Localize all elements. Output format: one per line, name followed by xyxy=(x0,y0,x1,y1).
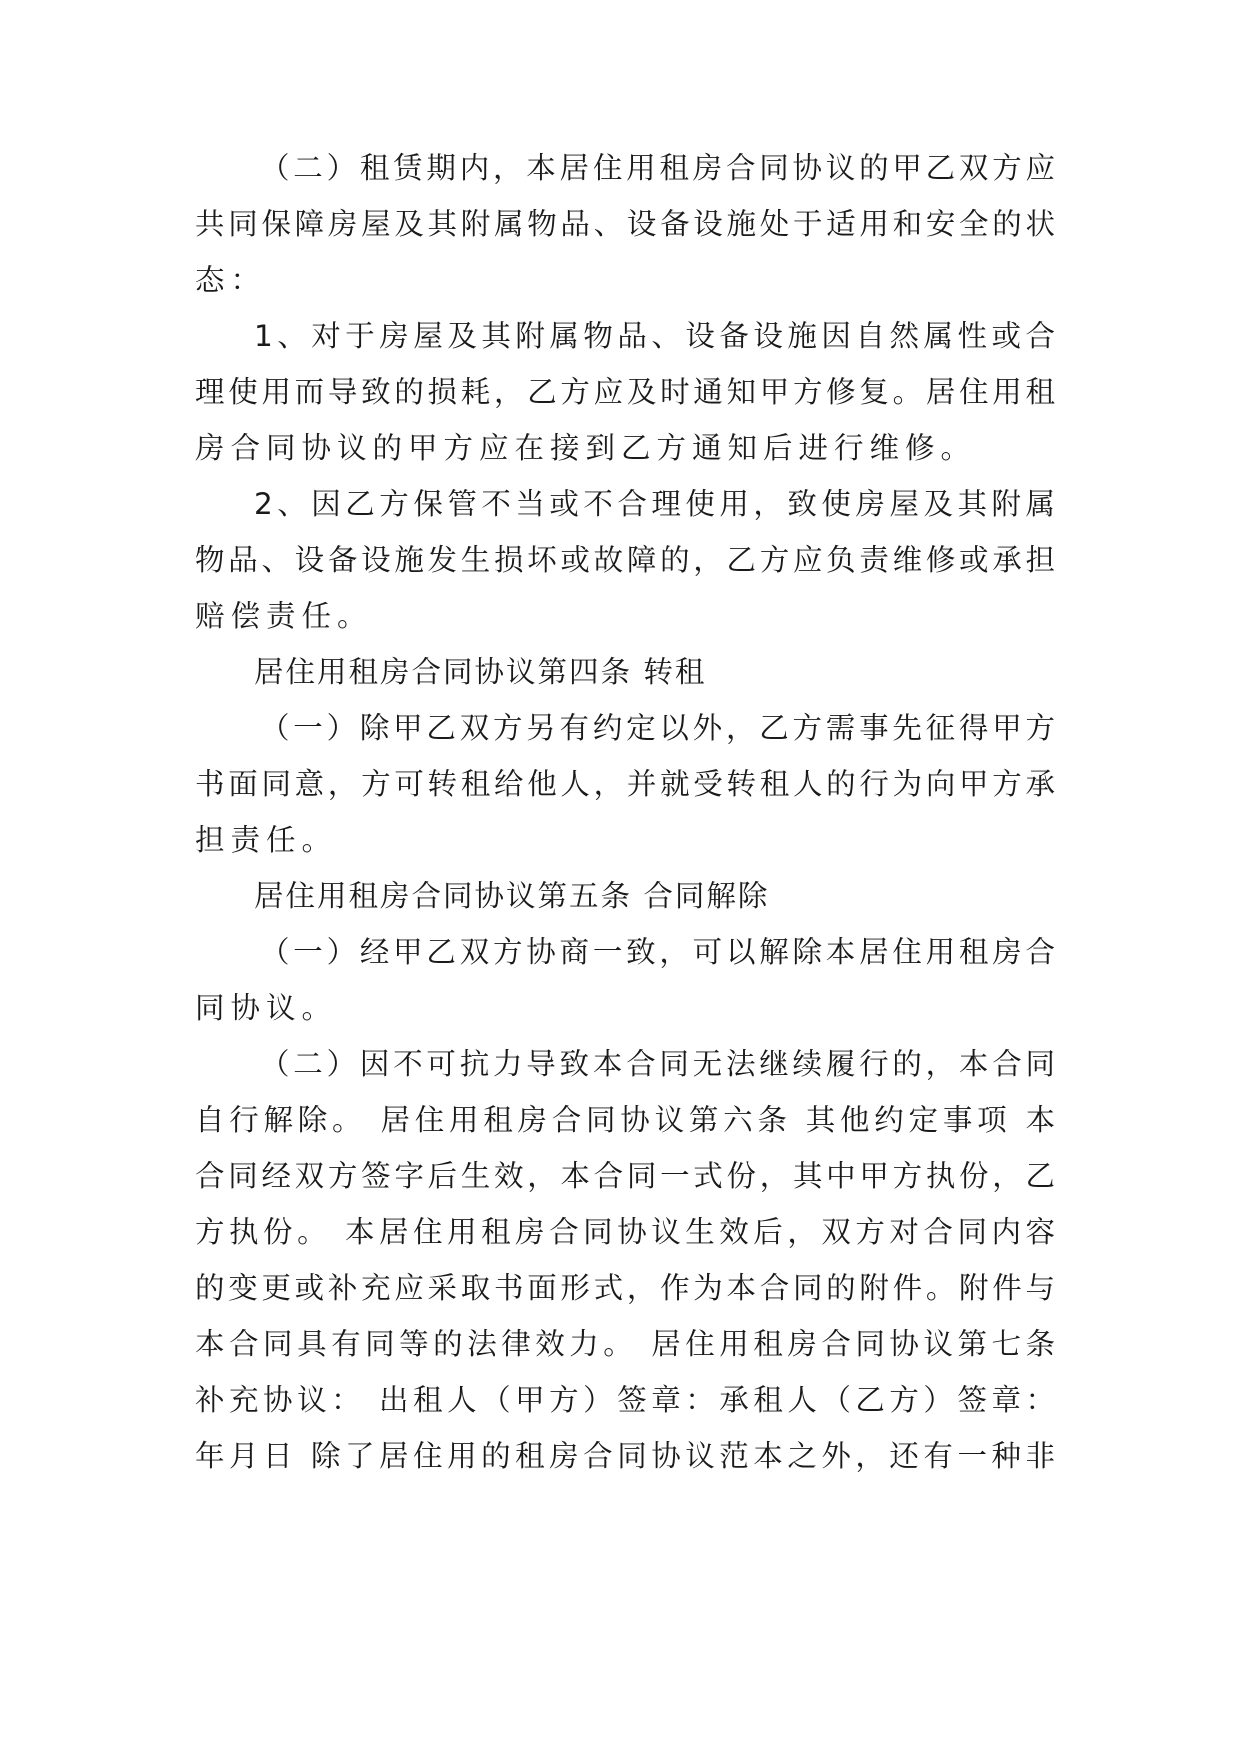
paragraph-line: 2、因乙方保管不当或不合理使用，致使房屋及其附属 xyxy=(254,487,1055,521)
paragraph-line: 1、对于房屋及其附属物品、设备设施因自然属性或合 xyxy=(254,319,1055,353)
paragraph-line: （二）租赁期内，本居住用租房合同协议的甲乙双方应 xyxy=(260,151,1055,185)
paragraph-line: 物品、设备设施发生损坏或故障的，乙方应负责维修或承担 xyxy=(195,543,1055,577)
paragraph-line: 房合同协议的甲方应在接到乙方通知后进行维修。 xyxy=(195,431,977,465)
paragraph-line: 本合同具有同等的法律效力。 居住用租房合同协议第七条 xyxy=(195,1327,1055,1361)
paragraph-line: 的变更或补充应采取书面形式，作为本合同的附件。附件与 xyxy=(195,1271,1055,1305)
paragraph-line: 年月日 除了居住用的租房合同协议范本之外，还有一种非 xyxy=(195,1439,1055,1473)
paragraph-line: 自行解除。 居住用租房合同协议第六条 其他约定事项 本 xyxy=(195,1103,1055,1137)
paragraph-line: 方执份。 本居住用租房合同协议生效后，双方对合同内容 xyxy=(195,1215,1055,1249)
paragraph-line: 补充协议： 出租人（甲方）签章：承租人（乙方）签章： xyxy=(195,1383,1055,1417)
paragraph-line: 同协议。 xyxy=(195,991,338,1025)
paragraph-line: 担责任。 xyxy=(195,823,338,857)
section-heading: 居住用租房合同协议第五条 合同解除 xyxy=(254,879,770,913)
paragraph-line: 态： xyxy=(195,263,267,297)
paragraph-line: （一）除甲乙双方另有约定以外，乙方需事先征得甲方 xyxy=(260,711,1055,745)
section-heading: 居住用租房合同协议第四条 转租 xyxy=(254,655,707,689)
paragraph-line: 合同经双方签字后生效，本合同一式份，其中甲方执份，乙 xyxy=(195,1159,1055,1193)
paragraph-line: 理使用而导致的损耗，乙方应及时通知甲方修复。居住用租 xyxy=(195,375,1055,409)
paragraph-line: 赔偿责任。 xyxy=(195,599,373,633)
paragraph-line: 共同保障房屋及其附属物品、设备设施处于适用和安全的状 xyxy=(195,207,1055,241)
paragraph-line: 书面同意，方可转租给他人，并就受转租人的行为向甲方承 xyxy=(195,767,1055,801)
paragraph-line: （二）因不可抗力导致本合同无法继续履行的，本合同 xyxy=(260,1047,1055,1081)
paragraph-line: （一）经甲乙双方协商一致，可以解除本居住用租房合 xyxy=(260,935,1055,969)
